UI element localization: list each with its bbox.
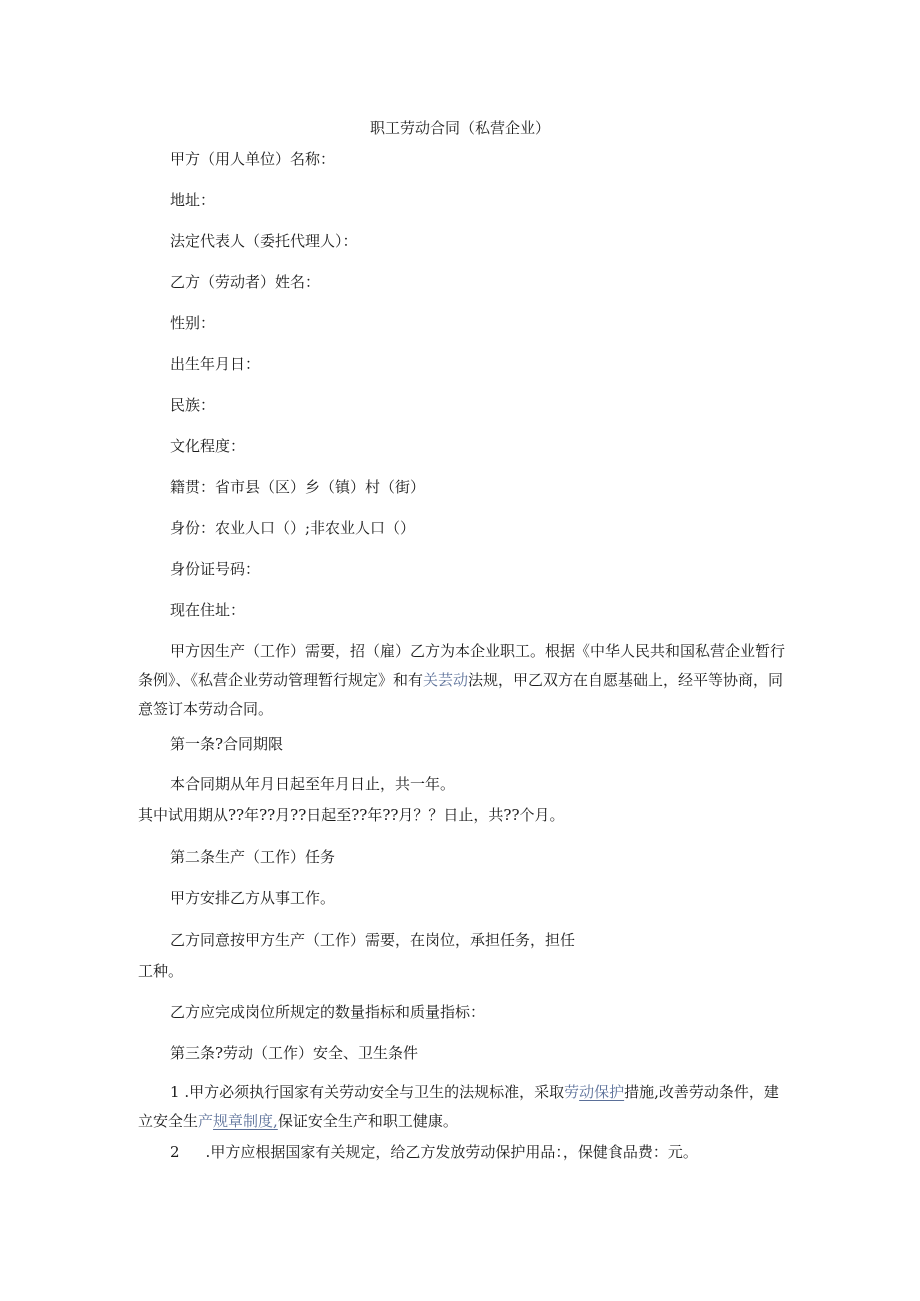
labor-protection-link[interactable] [564,1083,624,1101]
article3-heading: 第三条?劳动（工作）安全、卫生条件 [170,1044,419,1062]
production-link-part: 产 [198,1112,214,1130]
item2-number: 2 [170,1143,180,1161]
address-field: 地址： [170,191,216,209]
regulation-link[interactable]: 关芸动 [423,671,469,689]
education-field: 文化程度： [170,437,246,455]
ethnicity-field: 民族： [170,396,216,414]
document-title: 职工劳动合同（私营企业） [369,119,550,137]
native-place-field: 籍贯：省市县（区）乡（镇）村（街） [170,478,426,496]
item1-number: 1 [170,1083,180,1101]
job-agreement-continued: 工种。 [138,962,184,980]
party-b-name-field: 乙方（劳动者）姓名： [170,273,321,291]
contract-term-text: 本合同期从年月日起至年月日止，共一年。 [170,775,456,793]
probation-text: 其中试用期从??年??月??日起至??年??月？？日止，共??个月。 [138,806,565,824]
party-a-name-field: 甲方（用人单位）名称： [170,150,336,168]
labor-link-part: 劳 [564,1083,580,1101]
id-number-field: 身份证号码： [170,560,261,578]
intro-paragraph [138,637,788,724]
rules-link-part: 规章制度, [213,1112,278,1130]
quota-text: 乙方应完成岗位所规定的数量指标和质量指标： [170,1003,486,1021]
job-agreement-text: 乙方同意按甲方生产（工作）需要，在岗位，承担任务，担任 [170,931,576,949]
article2-heading: 第二条生产（工作）任务 [170,848,336,866]
item1-text-1: .甲方必须执行国家有关劳动安全与卫生的法规标准，采取 [179,1083,565,1101]
item1-text-2: 措施,改善劳动条件，建立安全生 [138,1083,779,1130]
safety-item-1 [138,1078,788,1136]
protection-link-part: 动保护 [579,1083,625,1101]
item2-text: .甲方应根据国家有关规定，给乙方发放劳动保护用品：，保健食品费：元。 [205,1143,698,1161]
gender-field: 性别： [170,314,216,332]
work-assignment-text: 甲方安排乙方从事工作。 [170,889,336,907]
current-address-field: 现在住址： [170,601,246,619]
intro-text-2: 法规，甲乙双方在自愿基础上，经平等协商，同意签订本劳动合同。 [138,671,784,718]
item1-text-3: 保证安全生产和职工健康。 [277,1112,458,1130]
article1-heading: 第一条?合同期限 [170,735,284,753]
intro-text-1: 甲方因生产（工作）需要，招（雇）乙方为本企业职工。根据《中华人民共和国私营企业暂行条例》、《私营企业劳动管理暂行规定》和有 [138,642,786,689]
birth-date-field: 出生年月日： [170,355,261,373]
identity-field: 身份：农业人口（）;非农业人口（） [170,519,416,537]
safety-item-2 [170,1142,698,1162]
safety-rules-link[interactable] [198,1112,278,1130]
legal-rep-field: 法定代表人（委托代理人）： [170,232,358,250]
